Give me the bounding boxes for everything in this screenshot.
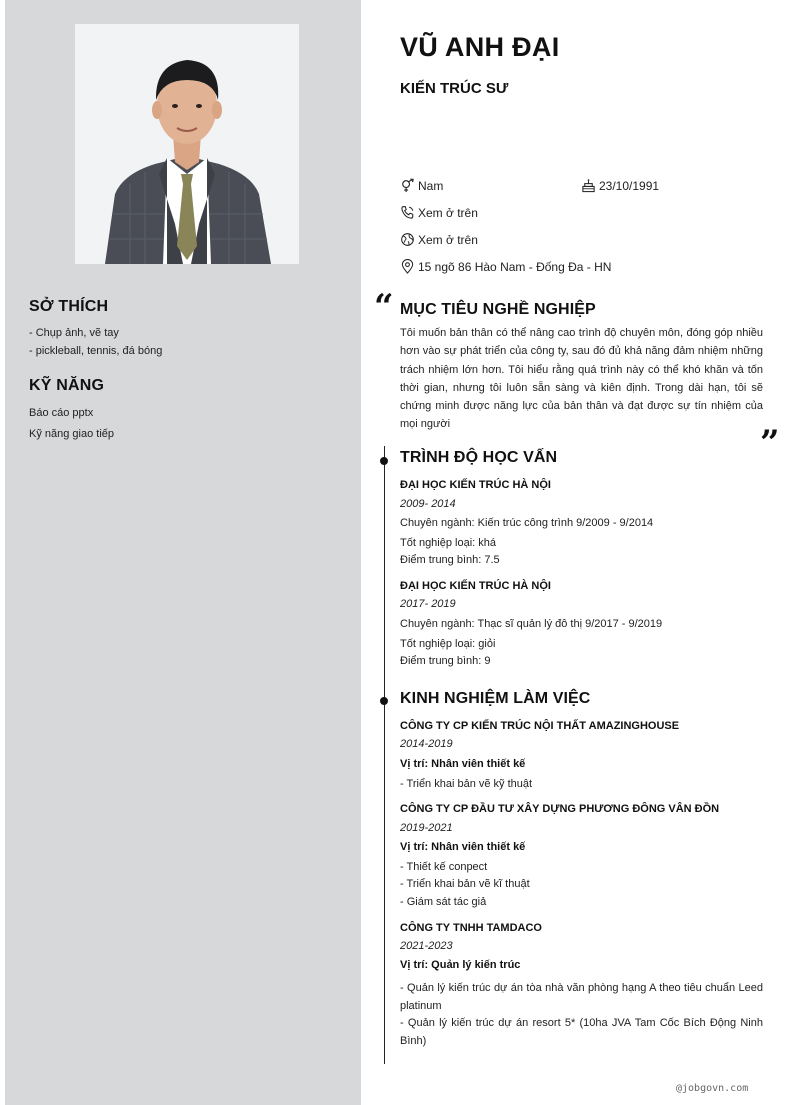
gender-row xyxy=(400,178,443,193)
gender-value: Nam xyxy=(418,178,444,193)
education-gpa: Điểm trung bình: 9 xyxy=(400,655,491,667)
skills-section xyxy=(29,377,339,445)
experience-task: - Quản lý kiến trúc dự án resort 5* (10ha JVA Tam Cốc Bích Động Ninh Bình) xyxy=(400,1017,763,1047)
experience-role: Vị trí: Quản lý kiến trúc xyxy=(400,959,521,971)
experience-task: - Giám sát tác giả xyxy=(400,896,487,908)
skill-item: Báo cáo pptx xyxy=(29,407,94,419)
phone-icon xyxy=(400,205,415,220)
map-pin-icon xyxy=(400,259,415,274)
objective-title: MỤC TIÊU NGHỀ NGHIỆP xyxy=(400,301,596,318)
gender-icon xyxy=(400,178,415,193)
education-period: 2017- 2019 xyxy=(400,598,456,610)
phone-row xyxy=(400,205,478,220)
experience-company: CÔNG TY TNHH TAMDACO xyxy=(400,922,542,934)
website-value: Xem ở trên xyxy=(418,232,478,247)
skill-item: Kỹ năng giao tiếp xyxy=(29,428,115,440)
birthday-value: 23/10/1991 xyxy=(599,178,660,193)
education-title: TRÌNH ĐỘ HỌC VẤN xyxy=(400,449,558,466)
education-school: ĐẠI HỌC KIẾN TRÚC HÀ NỘI xyxy=(400,580,551,592)
experience-title: KINH NGHIỆM LÀM VIỆC xyxy=(400,690,591,707)
experience-task: - Triển khai bản vẽ kĩ thuật xyxy=(400,878,530,890)
timeline-line xyxy=(384,446,385,1064)
education-grade: Tốt nghiệp loại: khá xyxy=(400,537,497,549)
timeline-dot xyxy=(380,697,388,705)
experience-task: - Thiết kế conpect xyxy=(400,861,488,873)
footer-watermark: @jobgovn.com xyxy=(676,1083,749,1094)
birthday-cake-icon xyxy=(581,178,596,193)
education-grade: Tốt nghiệp loại: giỏi xyxy=(400,638,496,650)
hobby-item: - Chụp ảnh, vẽ tay xyxy=(29,327,119,339)
profile-photo-illustration xyxy=(75,24,299,264)
profile-photo xyxy=(75,24,299,264)
education-major: Chuyên ngành: Thạc sĩ quản lý đô thị 9/2017 - 9/2019 xyxy=(400,618,663,630)
sidebar xyxy=(5,0,361,1105)
quote-open-icon: “ xyxy=(374,287,394,327)
education-major: Chuyên ngành: Kiến trúc công trình 9/2009 - 9/2014 xyxy=(400,517,654,529)
experience-period: 2021-2023 xyxy=(400,940,453,952)
experience-period: 2019-2021 xyxy=(400,822,453,834)
hobbies-section xyxy=(29,298,339,360)
skills-title: KỸ NĂNG xyxy=(29,377,105,394)
birthday-row xyxy=(581,178,659,193)
phone-value: Xem ở trên xyxy=(418,205,478,220)
experience-period: 2014-2019 xyxy=(400,738,453,750)
website-row xyxy=(400,232,478,247)
globe-icon xyxy=(400,232,415,247)
objective-text: Tôi muốn bản thân có thể nâng cao trình độ chuyên môn, đóng góp nhiều hơn vào sự phát triển của công ty, sau đó đủ khả năng đảm nhiệm những trách nhiệm lớn hơn. Tôi hiểu rằng quá trình này có thể khó khăn và tốn thời gian, nhưng tôi luôn sẵn sàng và kiên định. Trong dài hạn, tôi sẽ chứng minh được năng lực của bản thân và đạt được sự tín nhiệm của mọi người xyxy=(400,327,763,431)
experience-company: CÔNG TY CP KIẾN TRÚC NỘI THẤT AMAZINGHOUSE xyxy=(400,720,680,732)
education-period: 2009- 2014 xyxy=(400,498,456,510)
candidate-name: VŨ ANH ĐẠI xyxy=(400,32,560,62)
job-title: KIẾN TRÚC SƯ xyxy=(400,80,509,97)
quote-close-icon: ” xyxy=(760,423,780,463)
experience-role: Vị trí: Nhân viên thiết kế xyxy=(400,841,526,853)
experience-task: - Quản lý kiến trúc dự án tòa nhà văn phòng hạng A theo tiêu chuẩn Leed platinum xyxy=(400,982,763,1012)
address-value: 15 ngõ 86 Hào Nam - Đống Đa - HN xyxy=(418,259,612,274)
experience-company: CÔNG TY CP ĐẦU TƯ XÂY DỰNG PHƯƠNG ĐÔNG VÂN ĐỒN xyxy=(400,803,720,815)
timeline-dot xyxy=(380,457,388,465)
address-row xyxy=(400,259,611,274)
hobby-item: - pickleball, tennis, đá bóng xyxy=(29,345,163,357)
education-gpa: Điểm trung bình: 7.5 xyxy=(400,554,500,566)
education-school: ĐẠI HỌC KIẾN TRÚC HÀ NỘI xyxy=(400,479,551,491)
experience-role: Vị trí: Nhân viên thiết kế xyxy=(400,758,526,770)
experience-task: - Triển khai bản vẽ kỹ thuật xyxy=(400,778,533,790)
hobbies-title: SỞ THÍCH xyxy=(29,298,109,315)
